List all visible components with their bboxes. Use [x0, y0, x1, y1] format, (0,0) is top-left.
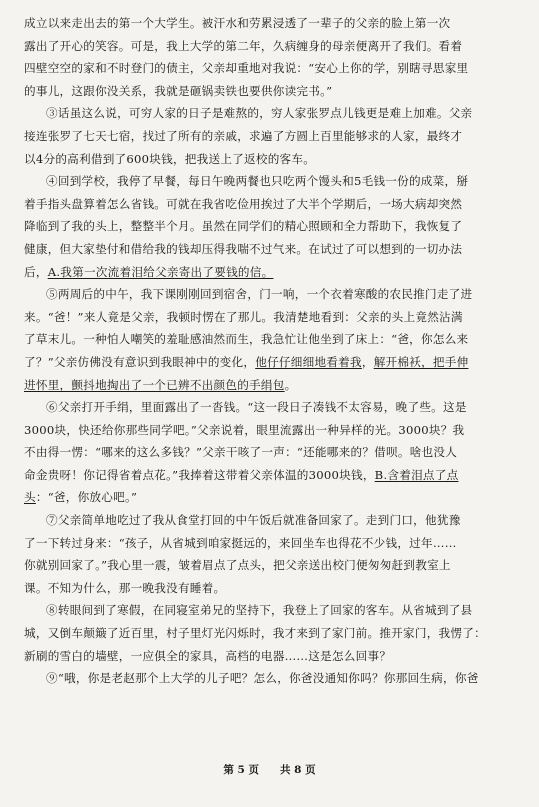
paragraph-3 [24, 102, 524, 170]
page-footer: 第 5 页 共 8 页 [223, 764, 316, 776]
text-segment: ：“爸，你放心吧。” [35, 490, 138, 505]
paragraph-6 [24, 396, 524, 509]
paragraph-7 [24, 509, 524, 599]
text-line: 四壁空空的家和不时登门的债主，父亲却重地对我说：“安心上你的学，别瞎寻思家里 [24, 61, 469, 76]
underlined-phrase: 解开棉袄，把手伸 [373, 354, 469, 369]
text-segment: 了？”父亲仿佛没有意识到我眼神中的变化， [24, 354, 256, 369]
text-line [24, 261, 524, 284]
paragraph-4 [24, 170, 524, 283]
text-line: 你就别回家了。”我心里一震，皱着眉点了点头，把父亲送出校门便匆匆赶到教室上 [24, 558, 451, 573]
document-page [24, 12, 524, 690]
text-segment: ， [361, 354, 374, 369]
underlined-sentence-b: B.含着泪点了点 [374, 467, 459, 482]
underlined-sentence-b-end: 头 [24, 490, 36, 505]
paragraph-8 [24, 599, 524, 667]
paragraph-9 [24, 667, 524, 690]
text-line: 来。“爸！”来人竟是父亲，我顿时愣在了那儿。我清楚地看到：父亲的头上竟然沾满 [24, 309, 463, 324]
text-line: 了草末儿。一种怕人嘲笑的羞耻感油然而生，我急忙让他坐到了床上：“爸，你怎么来 [24, 332, 469, 347]
text-line: ⑧转眼间到了寒假，在同寝室弟兄的坚持下，我登上了回家的客车。从省城到了县 [46, 603, 473, 618]
text-line: ⑨“哦，你是老赵那个上大学的儿子吧？怎么，你爸没通知你吗？你那回生病，你爸 [46, 671, 479, 686]
text-segment: 命金贵呀！你记得省着点花。”我捧着这带着父亲体温的3000块钱， [24, 467, 375, 482]
text-line: 接连张罗了七天七宿，找过了所有的亲戚，求遍了方圆上百里能够求的人家，最终才 [24, 128, 463, 143]
text-segment: 后， [24, 264, 48, 279]
text-line: ⑦父亲简单地吃过了我从食堂打回的中午饭后就准备回家了。走到门口，他犹豫 [46, 513, 461, 528]
text-line: ④回到学校，我停了早餐，每日午晚两餐也只吃两个馒头和5毛钱一份的成菜，掰 [46, 174, 469, 189]
text-line: 以4分的高利借到了600块钱，把我送上了返校的客车。 [24, 151, 316, 166]
text-line: ③话虽这么说，可穷人家的日子是难熬的，穷人家张罗点儿钱更是难上加难。父亲 [46, 106, 473, 121]
text-line: 新刷的雪白的墙壁，一应俱全的家具，高档的电器……这是怎么回事？ [24, 648, 392, 663]
text-line: 成立以来走出去的第一个大学生。被汗水和劳累浸透了一辈子的父亲的脸上第一次 [24, 16, 451, 30]
text-line: ⑥父亲打开手绢，里面露出了一沓钱。“这一段日子凑钱不太容易，晚了些。这是 [46, 400, 467, 415]
text-line: 露出了开心的笑容。可是，我上大学的第二年，久病缠身的母亲便离开了我们。看着 [24, 38, 463, 53]
text-line [24, 486, 524, 509]
text-line: ⑤两周后的中午，我下课刚刚回到宿舍，门一响，一个衣着寒酸的农民推门走了进 [46, 287, 473, 302]
text-line: 着手指头盘算着怎么省钱。可就在我省吃俭用挨过了大半个学期后，一场大病却突然 [24, 196, 463, 211]
text-line: 城，又倒车颠簸了近百里，村子里灯光闪烁时，我才来到了家门前。推开家门，我愣了： [24, 626, 486, 641]
text-line [24, 351, 524, 374]
underlined-phrase: 进怀里，颤抖地掏出了一个已辨不出颜色的手绢包 [24, 377, 285, 392]
text-line: 了一下转过身来：“孩子，从省城到咱家挺远的，来回坐车也得花不少钱，过年…… [24, 535, 457, 550]
underlined-sentence-a: A.我第一次流着泪给父亲寄出了要钱的信。 [47, 264, 274, 279]
text-line: 健康，但大家垫付和借给我的钱却压得我喘不过气来。在试过了可以想到的一切办法 [24, 241, 463, 256]
text-line: 课。不知为什么，那一晚我没有睡着。 [24, 580, 226, 595]
text-line: 降临到了我的头上，整整半个月。虽然在同学们的精心照顾和全力帮助下，我恢复了 [24, 219, 463, 234]
text-line: 的事儿，这跟你没关系，我就是砸锅卖铁也要供你读完书。” [24, 83, 333, 98]
text-line [24, 374, 524, 397]
text-line [24, 464, 524, 487]
underlined-phrase: 他仔仔细细地看着我 [255, 354, 362, 369]
text-line: 不由得一愣：“哪来的这么多钱？”父亲干咳了一声：“还能哪来的？借呗。啥也没人 [24, 445, 458, 460]
paragraph-5 [24, 283, 524, 396]
text-line: 3000块，快还给你那些同学吧。”父亲说着，眼里流露出一种异样的光。3000块？我 [24, 422, 465, 437]
text-segment: 。 [284, 377, 297, 392]
paragraph-2-continued [24, 12, 524, 102]
